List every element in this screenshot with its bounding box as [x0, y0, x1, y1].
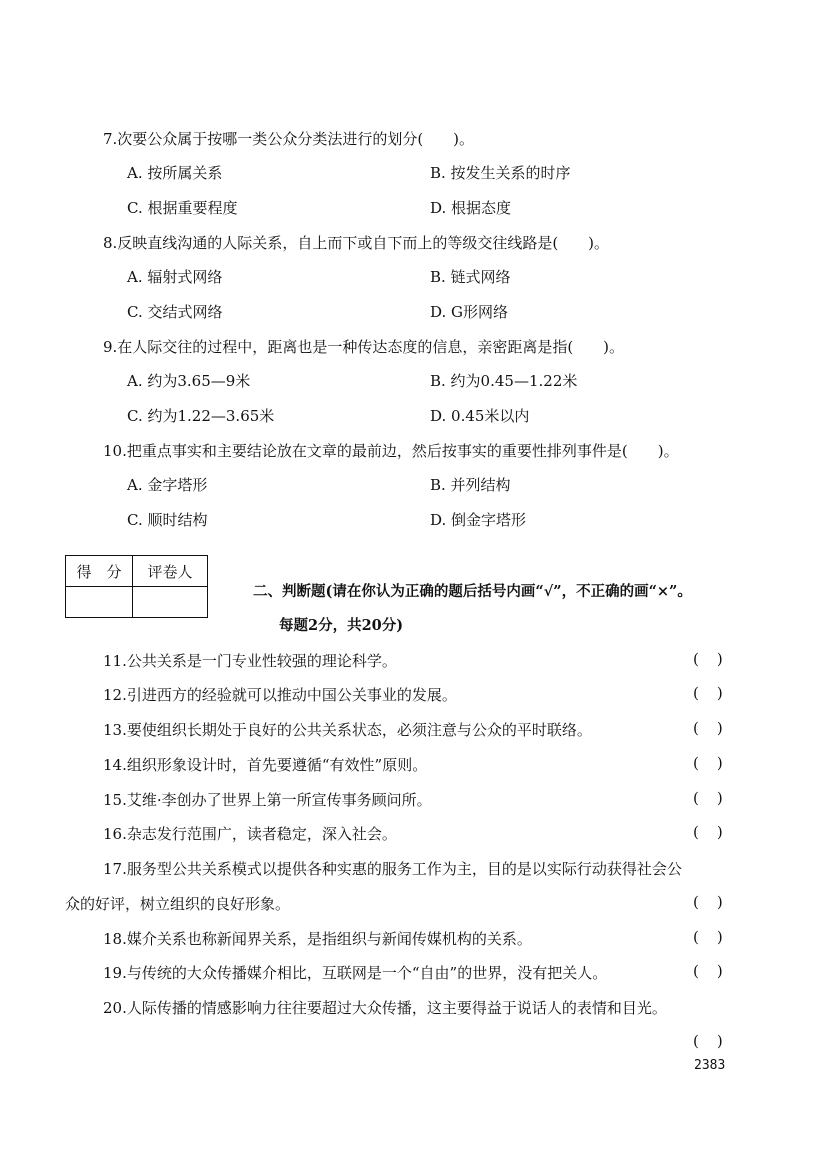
question-10: 10.把重点事实和主要结论放在文章的最前边，然后按事实的重要性排列事件是( )。 [103, 442, 679, 460]
question-8: 8.反映直线沟通的人际关系，自上而下或自下而上的等级交往线路是( )。 [103, 234, 610, 252]
answer-paren-12[interactable]: () [693, 684, 741, 702]
answer-paren-15[interactable]: () [693, 789, 741, 807]
q9-option-a: A. 约为3.65—9米 [127, 372, 251, 390]
question-18: 18.媒介关系也称新闻界关系，是指组织与新闻传媒机构的关系。 [103, 930, 532, 948]
q7-option-c: C. 根据重要程度 [127, 199, 238, 217]
q8-option-d: D. G形网络 [430, 303, 509, 321]
page-number: 2383 [694, 1058, 726, 1073]
answer-paren-17[interactable]: () [693, 893, 741, 911]
q7-option-d: D. 根据态度 [430, 199, 512, 217]
q7-option-a: A. 按所属关系 [127, 164, 223, 182]
answer-paren-11[interactable]: () [693, 650, 741, 668]
score-cell[interactable] [66, 587, 133, 618]
q9-option-c: C. 约为1.22—3.65米 [127, 407, 275, 425]
score-label: 得 分 [66, 556, 133, 587]
question-17-continued: 众的好评，树立组织的良好形象。 [65, 895, 291, 913]
answer-paren-19[interactable]: () [693, 962, 741, 980]
question-11: 11.公共关系是一门专业性较强的理论科学。 [103, 652, 397, 670]
q10-option-c: C. 顺时结构 [127, 511, 208, 529]
q10-option-a: A. 金字塔形 [127, 476, 208, 494]
answer-paren-20[interactable]: () [693, 1032, 741, 1050]
question-15: 15.艾维·李创办了世界上第一所宣传事务顾问所。 [103, 791, 432, 809]
grader-label: 评卷人 [133, 556, 208, 587]
q8-option-c: C. 交结式网络 [127, 303, 223, 321]
question-7: 7.次要公众属于按哪一类公众分类法进行的划分( )。 [103, 130, 475, 148]
question-19: 19.与传统的大众传播媒介相比，互联网是一个“自由”的世界，没有把关人。 [103, 964, 608, 982]
score-table [65, 555, 208, 618]
question-13: 13.要使组织长期处于良好的公共关系状态，必须注意与公众的平时联络。 [103, 721, 592, 739]
question-12: 12.引进西方的经验就可以推动中国公关事业的发展。 [103, 686, 457, 704]
q8-option-a: A. 辐射式网络 [127, 268, 223, 286]
q7-option-b: B. 按发生关系的时序 [430, 164, 571, 182]
answer-paren-13[interactable]: () [693, 719, 741, 737]
section-2-title: 二、判断题(请在你认为正确的题后括号内画“√”，不正确的画“×”。 [253, 583, 692, 600]
question-16: 16.杂志发行范围广，读者稳定，深入社会。 [103, 825, 397, 843]
answer-paren-14[interactable]: () [693, 754, 741, 772]
question-14: 14.组织形象设计时，首先要遵循“有效性”原则。 [103, 756, 428, 774]
question-9: 9.在人际交往的过程中，距离也是一种传达态度的信息，亲密距离是指( )。 [103, 338, 625, 356]
grader-cell[interactable] [133, 587, 208, 618]
question-17: 17.服务型公共关系模式以提供各种实惠的服务工作为主，目的是以实际行动获得社会公 [103, 860, 682, 878]
question-20: 20.人际传播的情感影响力往往要超过大众传播，这主要得益于说话人的表情和目光。 [103, 999, 667, 1017]
q9-option-b: B. 约为0.45—1.22米 [430, 372, 578, 390]
q8-option-b: B. 链式网络 [430, 268, 511, 286]
section-2-subtitle: 每题2分，共20分) [279, 617, 404, 634]
answer-paren-18[interactable]: () [693, 928, 741, 946]
q9-option-d: D. 0.45米以内 [430, 407, 530, 425]
answer-paren-16[interactable]: () [693, 823, 741, 841]
q10-option-b: B. 并列结构 [430, 476, 511, 494]
q10-option-d: D. 倒金字塔形 [430, 511, 527, 529]
